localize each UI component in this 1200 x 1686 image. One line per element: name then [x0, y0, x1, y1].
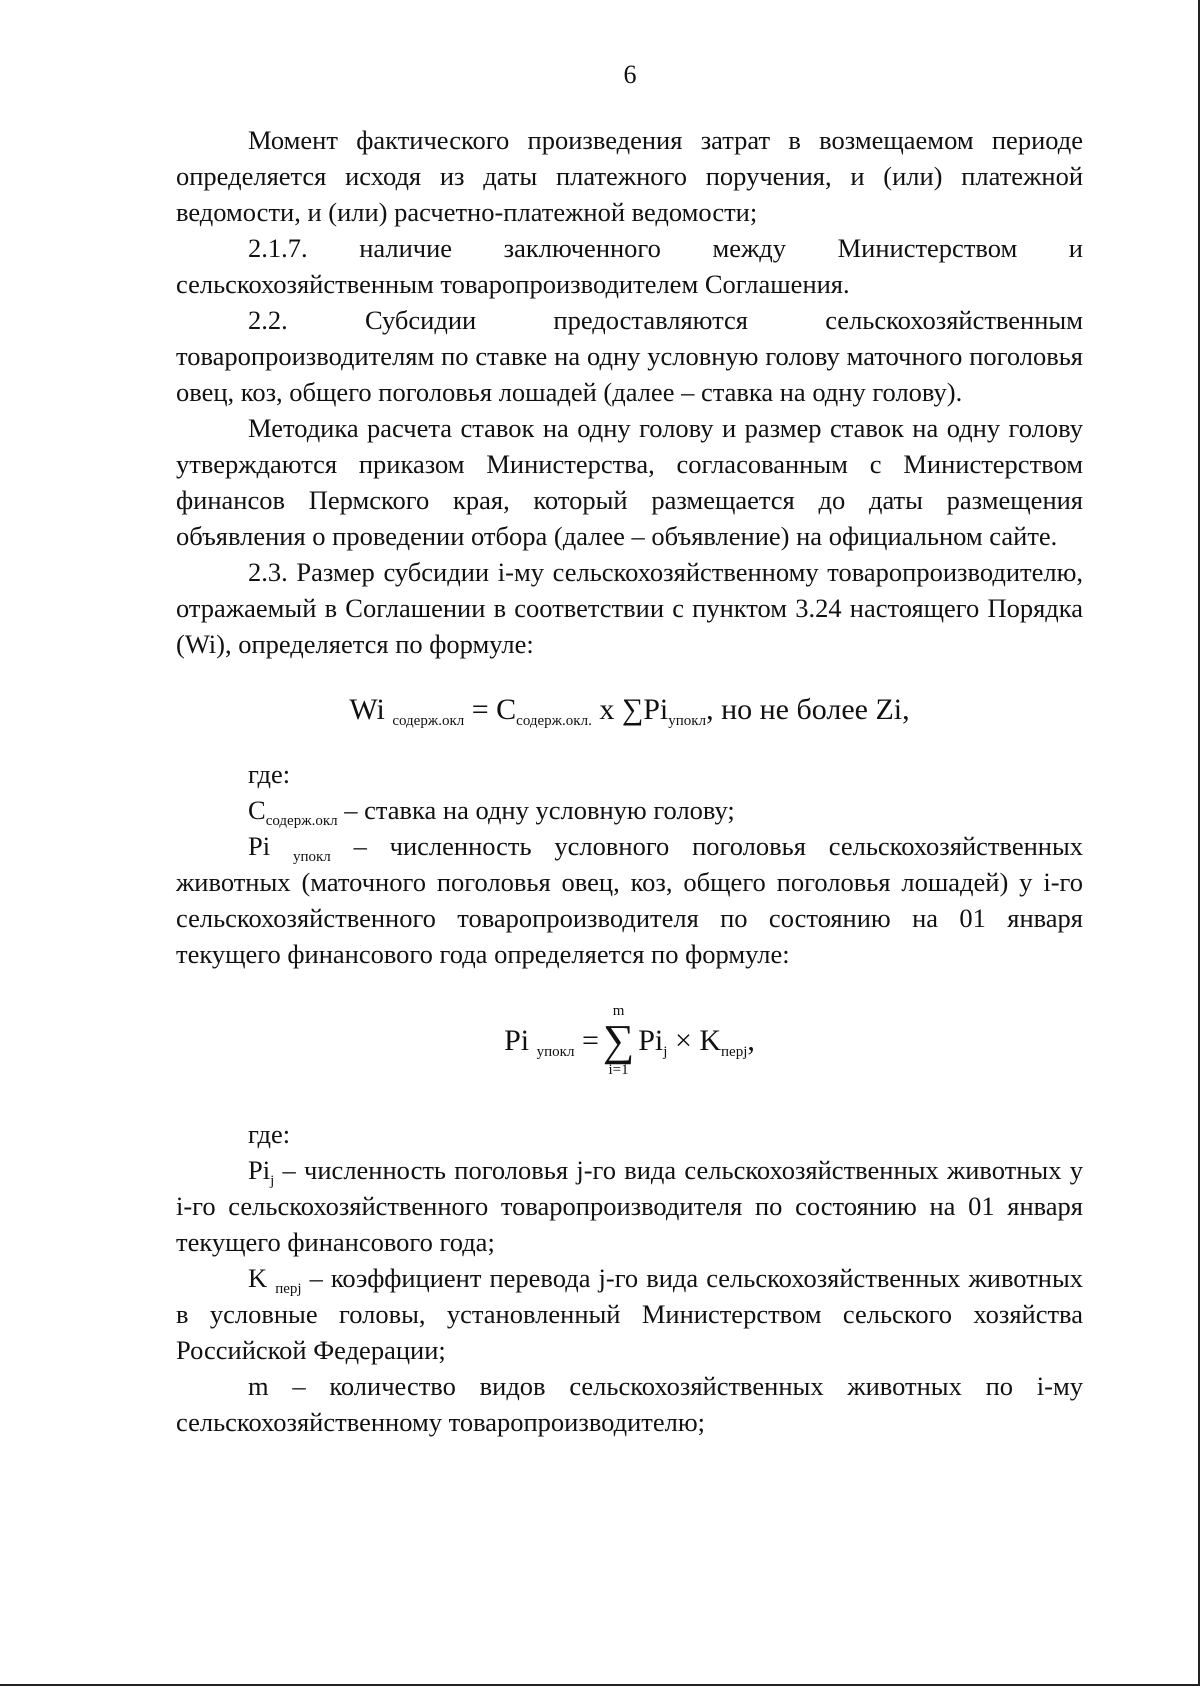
- formula2-lhs: Pi: [504, 1024, 530, 1057]
- formula1-pi: Pi: [643, 693, 669, 726]
- def-pij-sub: j: [270, 1173, 275, 1189]
- formula1-c: C: [496, 693, 517, 726]
- formula1-lhs-sub: содерж.окл: [392, 713, 465, 729]
- formula1-tail: , но не более Zi,: [706, 693, 910, 726]
- def-pi-text: – численность условного поголовья сельскохозяйственных животных (маточного поголовья овец, коз, общего поголовья лошадей) у i-го сельскохозяйственного товаропроизводителя по состоянию на 01 января текущего финансового года определяется по формуле:: [176, 831, 1083, 969]
- formula2-lower-limit: i=1: [608, 1062, 629, 1078]
- formula2-eq: =: [581, 1024, 599, 1057]
- where-label-1: где:: [248, 759, 291, 789]
- formula1-c-sub: содерж.окл.: [516, 713, 592, 729]
- definition-pi: [176, 828, 1083, 972]
- definition-pij: [176, 1152, 1083, 1260]
- definition-c: [176, 792, 1083, 828]
- formula-subsidy-size: [176, 692, 1083, 728]
- formula2-upper-limit: m: [612, 1003, 625, 1019]
- formula1-times: x: [599, 693, 615, 726]
- formula2-sigma: ∑: [602, 1016, 635, 1065]
- def-c-symbol: C: [248, 795, 266, 825]
- formula1-pi-sub: упокл: [668, 713, 707, 729]
- formula1-lhs: Wi: [349, 693, 385, 726]
- formula2-k-sub: перj: [721, 1044, 748, 1060]
- formula2-pij-sub: j: [663, 1044, 668, 1060]
- def-c-sub: содерж.окл: [265, 813, 338, 829]
- paragraph-2-2: 2.2. Субсидии предоставляются сельскохозяйственным товаропроизводителям по ставке на одну условную голову маточного поголовья овец, коз, общего поголовья лошадей (далее – ставка на одну голову).: [176, 305, 1083, 407]
- formula-conditional-herd: [176, 1004, 1083, 1078]
- def-pij-text: – численность поголовья j-го вида сельскохозяйственных животных у i-го сельскохозяйственного товаропроизводителя по состоянию на 01 января текущего финансового года;: [176, 1155, 1083, 1257]
- formula2-k: K: [699, 1024, 722, 1057]
- def-pi-symbol: Pi: [248, 831, 271, 861]
- formula1-sum: ∑: [621, 693, 644, 726]
- def-c-text: – ставка на одну условную голову;: [337, 795, 735, 825]
- formula2-lhs-sub: упокл: [536, 1044, 575, 1060]
- formula2-tail: ,: [747, 1024, 755, 1057]
- def-pij-symbol: Pi: [248, 1155, 271, 1185]
- paragraph-methodology: Методика расчета ставок на одну голову и размер ставок на одну голову утверждаются приказом Министерства, согласованным с Министерством финансов Пермского края, который размещается до даты размещения объявления о проведении отбора (далее – объявление) на официальном сайте.: [176, 413, 1083, 551]
- page-number: 6: [623, 60, 637, 89]
- def-k-symbol: K: [248, 1263, 268, 1293]
- def-k-sub: перj: [275, 1281, 302, 1297]
- definition-m: [176, 1368, 1083, 1440]
- paragraph-2-3: 2.3. Размер субсидии i-му сельскохозяйственному товаропроизводителю, отражаемый в Соглашении в соответствии с пунктом 3.24 настоящего Порядка (Wi), определяется по формуле:: [176, 557, 1083, 659]
- formula2-sum-block: [603, 1004, 634, 1078]
- document-body: [176, 122, 1083, 1440]
- formula1-eq: =: [471, 693, 489, 726]
- paragraph-moment: Момент фактического произведения затрат в возмещаемом периоде определяется исходя из даты платежного поручения, и (или) платежной ведомости, и (или) расчетно-платежной ведомости;: [176, 125, 1083, 227]
- def-pi-sub: упокл: [292, 849, 331, 865]
- paragraph-2-1-7: 2.1.7. наличие заключенного между Министерством и сельскохозяйственным товаропроизводителем Соглашения.: [176, 233, 1083, 299]
- def-m-text: – количество видов сельскохозяйственных животных по i-му сельскохозяйственному товаропроизводителю;: [176, 1371, 1083, 1437]
- definition-k: [176, 1260, 1083, 1368]
- def-m-symbol: m: [248, 1371, 269, 1401]
- formula2-times: ×: [674, 1024, 692, 1057]
- def-k-text: – коэффициент перевода j-го вида сельскохозяйственных животных в условные головы, установленный Министерством сельского хозяйства Российской Федерации;: [176, 1263, 1084, 1365]
- formula2-pij: Pi: [638, 1024, 664, 1057]
- where-label-2: где:: [248, 1119, 291, 1149]
